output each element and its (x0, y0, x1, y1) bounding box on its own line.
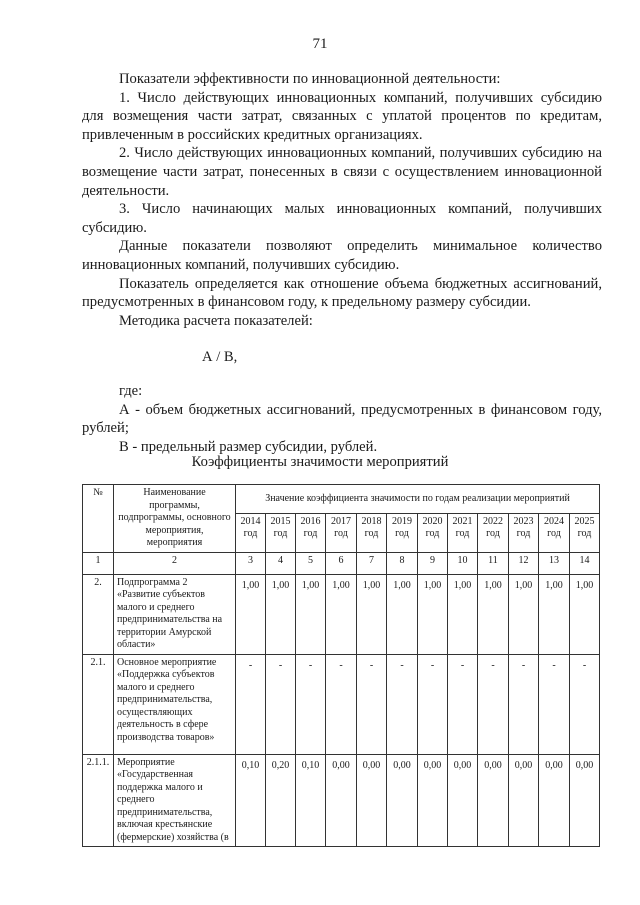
year-value: 2017 (331, 516, 351, 528)
coefficient-cell: - (418, 654, 448, 754)
header-group: Значение коэффициента значимости по годам реализации мероприятий (236, 485, 600, 514)
year-unit: год (425, 528, 440, 540)
coefficient-cell: 0,00 (326, 754, 357, 847)
coefficient-cell: 1,00 (296, 574, 326, 654)
header-name: Наименование программы, подпрограммы, основного мероприятия, мероприятия (114, 485, 236, 553)
coefficient-cell: 1,00 (266, 574, 296, 654)
column-index: 13 (539, 552, 570, 574)
coefficient-cell: 0,00 (478, 754, 509, 847)
year-value: 2024 (544, 516, 564, 528)
year-value: 2023 (513, 516, 534, 528)
coefficient-cell: 0,00 (357, 754, 387, 847)
coefficient-cell: 1,00 (357, 574, 387, 654)
column-index: 12 (509, 552, 539, 574)
year-header (357, 514, 387, 552)
coefficient-cell: 1,00 (326, 574, 357, 654)
page-number: 71 (312, 36, 328, 52)
header-number: № (83, 485, 114, 553)
paragraph: 2. Число действующих инновационных компаний, получивших субсидию на возмещение части затрат, понесенных в связи с осуществлением инновационной деятельности. (82, 145, 602, 199)
year-header (236, 514, 266, 552)
coefficient-cell: 0,10 (296, 754, 326, 847)
coefficient-cell: - (266, 654, 296, 754)
coefficient-cell: - (296, 654, 326, 754)
row-name: Подпрограмма 2 «Развитие субъектов малого и среднего предпринимательства на территории Амурской области» (114, 574, 236, 654)
paragraph: 1. Число действующих инновационных компаний, получивших субсидию для возмещения части затрат, связанных с уплатой процентов по кредитам, привлеченным в российских кредитных организациях. (82, 89, 602, 143)
table-caption: Коэффициенты значимости мероприятий (191, 454, 449, 470)
year-header (509, 514, 539, 552)
table-row (83, 754, 600, 847)
year-unit: год (395, 528, 409, 540)
coefficient-cell: 0,00 (387, 754, 418, 847)
year-value: 2016 (300, 516, 321, 528)
coefficient-cell: - (570, 654, 600, 754)
column-index: 4 (266, 552, 296, 574)
coefficient-cell: - (539, 654, 570, 754)
column-index: 7 (357, 552, 387, 574)
coefficient-cell: 1,00 (570, 574, 600, 654)
definition-b: В - предельный размер субсидии, рублей. (119, 438, 378, 455)
year-unit: год (547, 528, 561, 540)
coefficient-cell: - (326, 654, 357, 754)
coefficient-cell: - (387, 654, 418, 754)
coefficient-cell: 1,00 (509, 574, 539, 654)
paragraph: Показатели эффективности по инновационной деятельности: (119, 71, 501, 87)
coefficients-table (82, 484, 600, 847)
year-header (448, 514, 478, 552)
coefficient-cell: 0,00 (570, 754, 600, 847)
paragraph: Методика расчета показателей: (119, 312, 313, 329)
year-value: 2020 (422, 516, 443, 528)
year-unit: год (516, 528, 531, 540)
year-header (478, 514, 509, 552)
coefficient-cell: 0,00 (509, 754, 539, 847)
body-text (82, 70, 602, 456)
year-header (296, 514, 326, 552)
year-header (539, 514, 570, 552)
table-row (83, 654, 600, 754)
year-value: 2019 (392, 516, 412, 528)
row-number: 2. (83, 574, 114, 654)
column-index: 1 (83, 552, 114, 574)
column-index: 14 (570, 552, 600, 574)
coefficient-cell: 1,00 (448, 574, 478, 654)
row-number: 2.1.1. (83, 754, 114, 847)
coefficient-cell: - (509, 654, 539, 754)
table-row (83, 574, 600, 654)
year-unit: год (303, 528, 318, 540)
coefficient-cell: 1,00 (387, 574, 418, 654)
column-index: 2 (114, 552, 236, 574)
year-value: 2018 (361, 516, 382, 528)
coefficient-cell: 0,10 (236, 754, 266, 847)
year-header (418, 514, 448, 552)
row-name: Основное мероприятие «Поддержка субъектов малого и среднего предпринимательства, осуществляющих деятельность в сфере производства товаров» (114, 654, 236, 754)
year-header (266, 514, 296, 552)
column-index: 9 (418, 552, 448, 574)
year-header (326, 514, 357, 552)
column-index: 8 (387, 552, 418, 574)
coefficient-cell: 1,00 (539, 574, 570, 654)
row-name: Мероприятие «Государственная поддержка малого и среднего предпринимательства, включая крестьянские (фермерские) хозяйства (в (114, 754, 236, 847)
column-index: 11 (478, 552, 509, 574)
paragraph: Показатель определяется как отношение объема бюджетных ассигнований, предусмотренных в финансовом году, к предельному размеру субсидии. (82, 275, 602, 311)
year-unit: год (243, 528, 258, 540)
year-unit: год (486, 528, 500, 540)
paragraph: Данные показатели позволяют определить минимальное количество инновационных компаний, получивших субсидию. (82, 238, 602, 273)
column-index: 6 (326, 552, 357, 574)
year-unit: год (273, 528, 288, 540)
coefficient-cell: 1,00 (478, 574, 509, 654)
formula: А / В, (202, 349, 238, 366)
coefficient-cell: - (448, 654, 478, 754)
year-header (387, 514, 418, 552)
index-row (83, 552, 600, 574)
column-index: 10 (448, 552, 478, 574)
year-unit: год (577, 528, 592, 540)
definition-a: А - объем бюджетных ассигнований, предусмотренных в финансовом году, рублей; (82, 401, 602, 437)
year-value: 2021 (452, 516, 473, 528)
paragraph: 3. Число начинающих малых инновационных компаний, получивших субсидию. (82, 201, 602, 236)
coefficient-cell: 0,00 (448, 754, 478, 847)
year-unit: год (334, 528, 348, 540)
year-value: 2022 (483, 516, 503, 528)
year-unit: год (364, 528, 379, 540)
coefficient-cell: 0,00 (539, 754, 570, 847)
coefficient-cell: - (236, 654, 266, 754)
year-value: 2025 (574, 516, 595, 528)
coefficient-cell: 0,20 (266, 754, 296, 847)
year-header (570, 514, 600, 552)
column-index: 5 (296, 552, 326, 574)
row-number: 2.1. (83, 654, 114, 754)
year-unit: год (455, 528, 470, 540)
where-label: где: (119, 382, 143, 399)
year-value: 2014 (240, 516, 261, 528)
coefficient-cell: 0,00 (418, 754, 448, 847)
column-index: 3 (236, 552, 266, 574)
coefficient-cell: 1,00 (236, 574, 266, 654)
coefficient-cell: - (357, 654, 387, 754)
year-value: 2015 (270, 516, 291, 528)
coefficient-cell: - (478, 654, 509, 754)
coefficient-cell: 1,00 (418, 574, 448, 654)
